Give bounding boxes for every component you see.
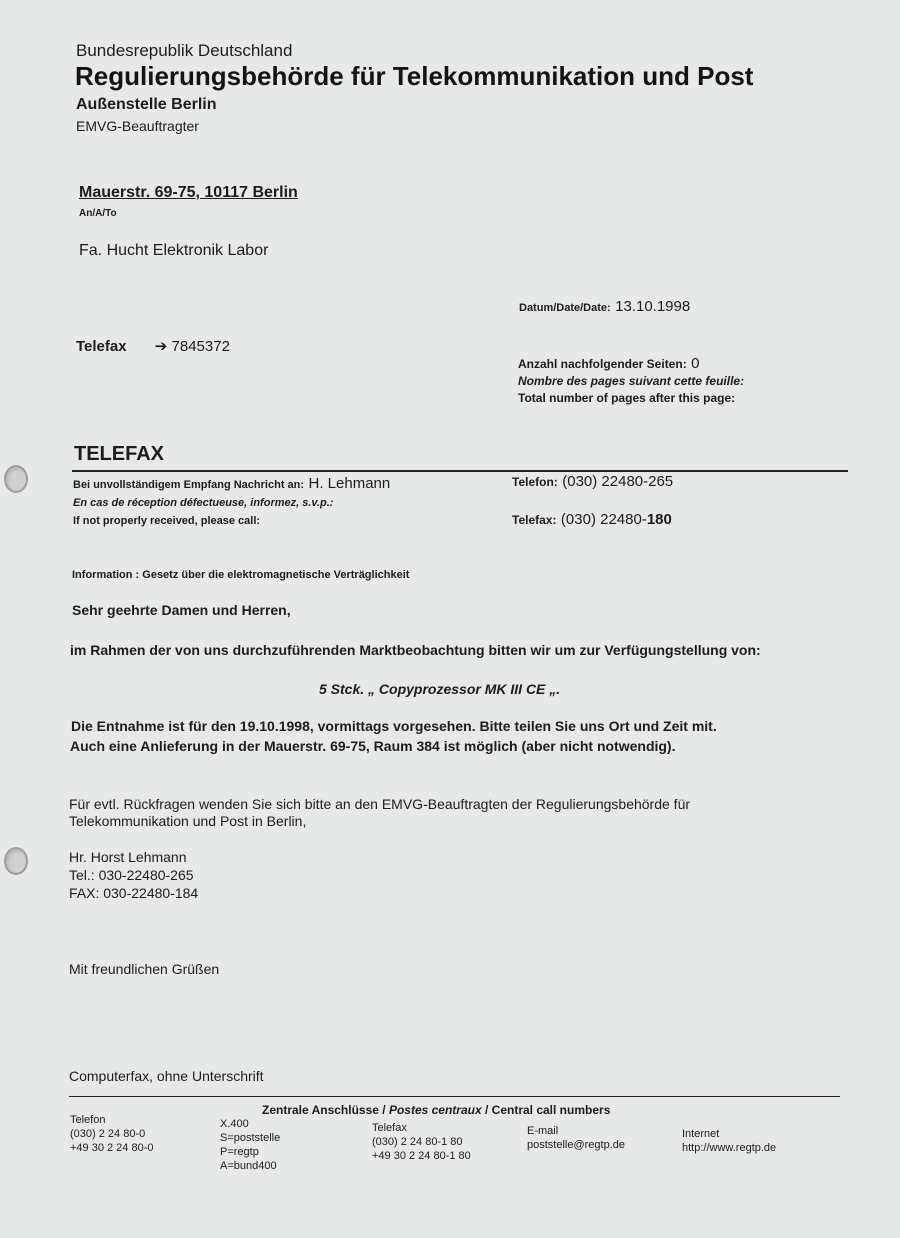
arrow-right-icon: ➔ — [154, 338, 168, 355]
date-label: Datum/Date/Date: — [519, 302, 611, 314]
recipient: Fa. Hucht Elektronik Labor — [79, 242, 269, 259]
contact-person-name: Hr. Horst Lehmann — [69, 849, 187, 865]
to-label: An/A/To — [79, 208, 117, 219]
letterhead-office: Außenstelle Berlin — [76, 96, 217, 113]
footer-x400-line-3: A=bund400 — [220, 1160, 277, 1172]
footer-title-en: / Central call numbers — [481, 1103, 611, 1117]
contact-de-label: Bei unvollständigem Empfang Nachricht an: — [73, 479, 305, 491]
fax-title: TELEFAX — [74, 443, 165, 465]
footer-telefax — [372, 1121, 471, 1163]
signature-note: Computerfax, ohne Unterschrift — [69, 1068, 264, 1084]
footer-internet — [682, 1127, 776, 1155]
footer-title — [262, 1103, 610, 1117]
pages-line — [518, 355, 699, 373]
pages-label-fr: Nombre des pages suivant cette feuille: — [518, 374, 745, 388]
subject-line: Information : Gesetz über die elektromagnetische Verträglichkeit — [72, 569, 410, 581]
footer-telefon-line-1: (030) 2 24 80-0 — [70, 1128, 146, 1140]
footer-telefon-line-2: +49 30 2 24 80-0 — [70, 1142, 154, 1154]
footer-x400-line-1: S=poststelle — [220, 1132, 281, 1144]
contact-de-line — [73, 475, 390, 493]
contact-fr-label: En cas de réception défectueuse, informez, s.v.p.: — [73, 497, 334, 509]
contact-phone-line — [512, 473, 673, 491]
footer-email — [527, 1124, 625, 1152]
footer-email-line-1: poststelle@regtp.de — [527, 1139, 626, 1151]
closing: Mit freundlichen Grüßen — [69, 961, 220, 977]
punch-hole-bottom — [4, 847, 28, 875]
contact-phone-label: Telefon: — [512, 475, 558, 489]
telefax-label: Telefax — [76, 338, 127, 355]
footer-telefax-line-2: +49 30 2 24 80-1 80 — [372, 1150, 471, 1162]
pages-value: 0 — [691, 355, 700, 372]
letterhead-department: EMVG-Beauftragter — [76, 118, 199, 134]
body-item: 5 Stck. „ Copyprozessor MK III CE „. — [319, 681, 561, 697]
footer-internet-label: Internet — [682, 1128, 720, 1140]
footer-title-fr: Postes centraux — [388, 1103, 482, 1117]
date-line — [519, 298, 690, 316]
letterhead-authority: Regulierungsbehörde für Telekommunikation und Post — [75, 61, 754, 91]
telefax-line — [76, 337, 230, 355]
pages-label-de: Anzahl nachfolgender Seiten: — [518, 357, 687, 371]
footer-telefax-line-1: (030) 2 24 80-1 80 — [372, 1136, 463, 1148]
contact-en-label: If not properly received, please call: — [73, 515, 261, 527]
body-line-2: Auch eine Anlieferung in der Mauerstr. 69-75, Raum 384 ist möglich (aber nicht notwendig). — [70, 738, 676, 754]
sender-address: Mauerstr. 69-75, 10117 Berlin — [79, 184, 298, 201]
body-line-1: Die Entnahme ist für den 19.10.1998, vormittags vorgesehen. Bitte teilen Sie uns Ort und Zeit mit. — [71, 718, 717, 734]
contact-person-tel: Tel.: 030-22480-265 — [69, 867, 194, 883]
footer-telefon — [70, 1113, 154, 1155]
contact-fax-label: Telefax: — [512, 513, 557, 527]
salutation: Sehr geehrte Damen und Herren, — [72, 602, 291, 618]
footer-email-label: E-mail — [527, 1125, 559, 1137]
body-intro: im Rahmen der von uns durchzuführenden Marktbeobachtung bitten wir um zur Verfügungstellung von: — [70, 642, 761, 658]
footer-telefon-label: Telefon — [70, 1114, 106, 1126]
contact-fax-extension: 180 — [646, 511, 672, 528]
contact-person-fax: FAX: 030-22480-184 — [69, 885, 199, 901]
contact-name: H. Lehmann — [308, 475, 391, 492]
footer-divider — [69, 1096, 840, 1097]
date-value: 13.10.1998 — [615, 298, 691, 315]
contact-fax-value: (030) 22480- — [560, 511, 647, 528]
footer-x400-label: X.400 — [220, 1118, 249, 1130]
contact-fax-line — [512, 511, 672, 529]
footer-telefax-label: Telefax — [372, 1122, 407, 1134]
pages-label-en: Total number of pages after this page: — [518, 391, 736, 405]
contact-phone-value: (030) 22480-265 — [562, 473, 674, 490]
telefax-number: 7845372 — [171, 338, 230, 355]
body-contact-line-1: Für evtl. Rückfragen wenden Sie sich bitte an den EMVG-Beauftragten der Regulierungsbehörde für — [69, 796, 691, 812]
footer-x400-line-2: P=regtp — [220, 1146, 259, 1158]
body-contact-line-2: Telekommunikation und Post in Berlin, — [69, 813, 307, 829]
title-divider — [72, 470, 848, 472]
footer-x400 — [220, 1117, 280, 1173]
footer-internet-line-1: http://www.regtp.de — [682, 1142, 777, 1154]
punch-hole-top — [4, 465, 28, 493]
letterhead-country: Bundesrepublik Deutschland — [76, 41, 293, 60]
footer-title-de: Zentrale Anschlüsse / — [262, 1103, 389, 1117]
